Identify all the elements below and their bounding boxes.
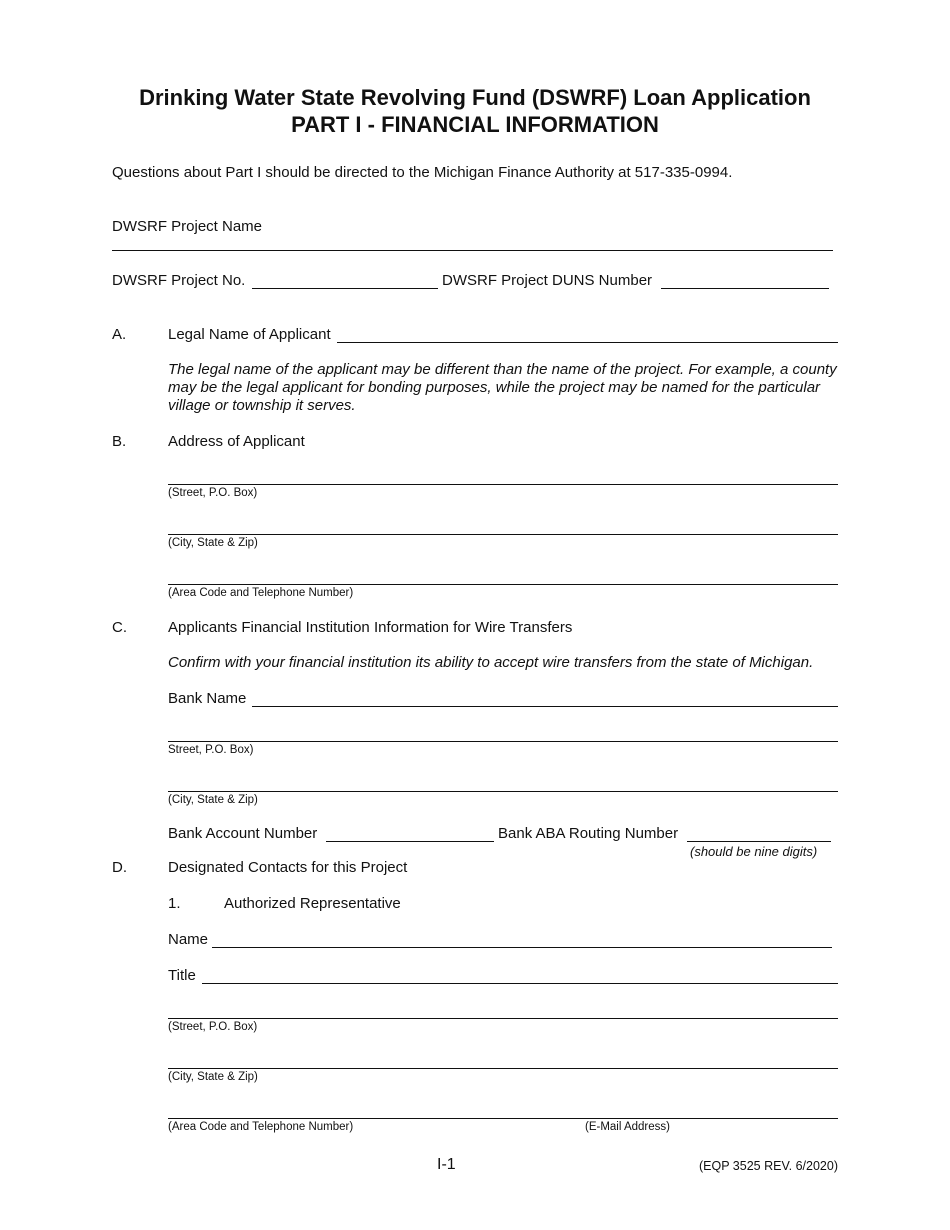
applicant-city-caption: (City, State & Zip) bbox=[168, 537, 258, 549]
rep-name-label: Name bbox=[168, 931, 209, 948]
rep-street-field[interactable] bbox=[168, 1018, 838, 1019]
applicant-phone-caption: (Area Code and Telephone Number) bbox=[168, 587, 354, 599]
rep-phone-caption: (Area Code and Telephone Number) bbox=[168, 1121, 354, 1133]
bank-name-label: Bank Name bbox=[168, 690, 247, 707]
account-number-label: Bank Account Number bbox=[168, 825, 318, 842]
form-id: (EQP 3525 REV. 6/2020) bbox=[699, 1159, 838, 1173]
sub-item-marker: 1. bbox=[168, 895, 181, 912]
routing-number-field[interactable] bbox=[687, 841, 831, 842]
rep-title-field[interactable] bbox=[202, 983, 838, 984]
bank-name-field[interactable] bbox=[252, 706, 838, 707]
bank-street-field[interactable] bbox=[168, 741, 838, 742]
project-duns-field[interactable] bbox=[661, 288, 829, 289]
routing-number-note: (should be nine digits) bbox=[690, 844, 818, 859]
page-number: I-1 bbox=[437, 1156, 456, 1173]
rep-title-label: Title bbox=[168, 967, 196, 984]
rep-email-caption: (E-Mail Address) bbox=[585, 1121, 670, 1133]
legal-name-note: The legal name of the applicant may be different than the name of the project. For example, a county may be the legal applicant for bonding purposes, while the project may be named for the particular village or township it serves. bbox=[168, 361, 837, 414]
account-number-field[interactable] bbox=[326, 841, 494, 842]
section-c-marker: C. bbox=[112, 619, 127, 636]
project-name-label: DWSRF Project Name bbox=[112, 218, 263, 235]
section-d-marker: D. bbox=[112, 859, 127, 876]
project-no-field[interactable] bbox=[252, 288, 438, 289]
bank-city-caption: (City, State & Zip) bbox=[168, 794, 258, 806]
bank-city-field[interactable] bbox=[168, 791, 838, 792]
rep-phone-email-field[interactable] bbox=[168, 1118, 838, 1119]
form-subtitle: PART I - FINANCIAL INFORMATION bbox=[291, 112, 659, 137]
rep-street-caption: (Street, P.O. Box) bbox=[168, 1021, 258, 1033]
form-title: Drinking Water State Revolving Fund (DSWRF) Loan Application bbox=[139, 85, 811, 110]
project-no-label: DWSRF Project No. bbox=[112, 272, 246, 289]
authorized-rep-label: Authorized Representative bbox=[224, 895, 401, 912]
legal-name-label: Legal Name of Applicant bbox=[168, 326, 331, 343]
contacts-label: Designated Contacts for this Project bbox=[168, 859, 408, 876]
rep-city-caption: (City, State & Zip) bbox=[168, 1071, 258, 1083]
section-b-marker: B. bbox=[112, 433, 127, 450]
legal-name-field[interactable] bbox=[337, 342, 838, 343]
project-duns-label: DWSRF Project DUNS Number bbox=[442, 272, 653, 289]
address-label: Address of Applicant bbox=[168, 433, 305, 450]
intro-text: Questions about Part I should be directed to the Michigan Finance Authority at 517-335-0994. bbox=[112, 164, 733, 181]
routing-number-label: Bank ABA Routing Number bbox=[498, 825, 679, 842]
applicant-street-caption: (Street, P.O. Box) bbox=[168, 487, 258, 499]
bank-info-label: Applicants Financial Institution Information for Wire Transfers bbox=[168, 619, 573, 636]
applicant-city-field[interactable] bbox=[168, 534, 838, 535]
applicant-street-field[interactable] bbox=[168, 484, 838, 485]
applicant-phone-field[interactable] bbox=[168, 584, 838, 585]
bank-street-caption: Street, P.O. Box) bbox=[168, 744, 254, 756]
rep-city-field[interactable] bbox=[168, 1068, 838, 1069]
rep-name-field[interactable] bbox=[212, 947, 832, 948]
wire-transfer-note: Confirm with your financial institution its ability to accept wire transfers from the state of Michigan. bbox=[168, 654, 814, 671]
section-a-marker: A. bbox=[112, 326, 127, 343]
project-name-field[interactable] bbox=[112, 250, 833, 251]
